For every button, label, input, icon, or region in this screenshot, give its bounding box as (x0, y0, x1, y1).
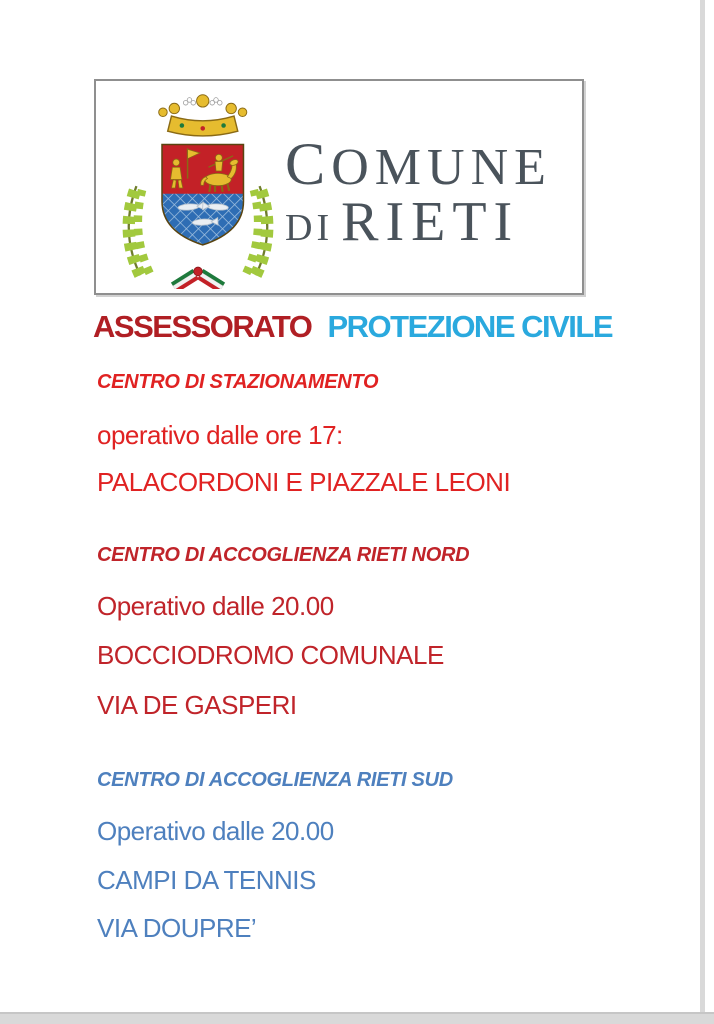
page-edge-right (700, 0, 705, 1012)
section2-venue: BOCCIODROMO COMUNALE (97, 640, 444, 670)
title-assessorato: ASSESSORATO (93, 309, 312, 344)
logo-wordmark (285, 131, 552, 254)
rieti-coat-of-arms-icon (108, 89, 288, 289)
comune-di-rieti-logo-box (94, 79, 584, 295)
crown (159, 95, 247, 136)
logo-line-di-rieti (285, 191, 552, 254)
section3-title: CENTRO DI ACCOGLIENZA RIETI SUD (97, 769, 453, 791)
tricolor-ribbon (171, 267, 225, 289)
title-protezione-civile: PROTEZIONE CIVILE (327, 309, 613, 344)
section1-hours: operativo dalle ore 17: (97, 420, 343, 450)
page-title (93, 309, 612, 345)
section1-venue: PALACORDONI E PIAZZALE LEONI (97, 467, 511, 497)
logo-line-comune: COMUNE (285, 131, 552, 198)
section3-hours: Operativo dalle 20.00 (97, 816, 334, 846)
logo-rieti: RIETI (341, 191, 520, 254)
section2-address: VIA DE GASPERI (97, 690, 297, 720)
section3-address: VIA DOUPRE’ (97, 913, 257, 943)
logo-di: DI (285, 207, 334, 250)
page-edge-bottom (0, 1012, 714, 1024)
section2-hours: Operativo dalle 20.00 (97, 591, 334, 621)
section2-title: CENTRO DI ACCOGLIENZA RIETI NORD (97, 544, 470, 566)
section1-title: CENTRO DI STAZIONAMENTO (97, 371, 379, 393)
section3-venue: CAMPI DA TENNIS (97, 865, 316, 895)
